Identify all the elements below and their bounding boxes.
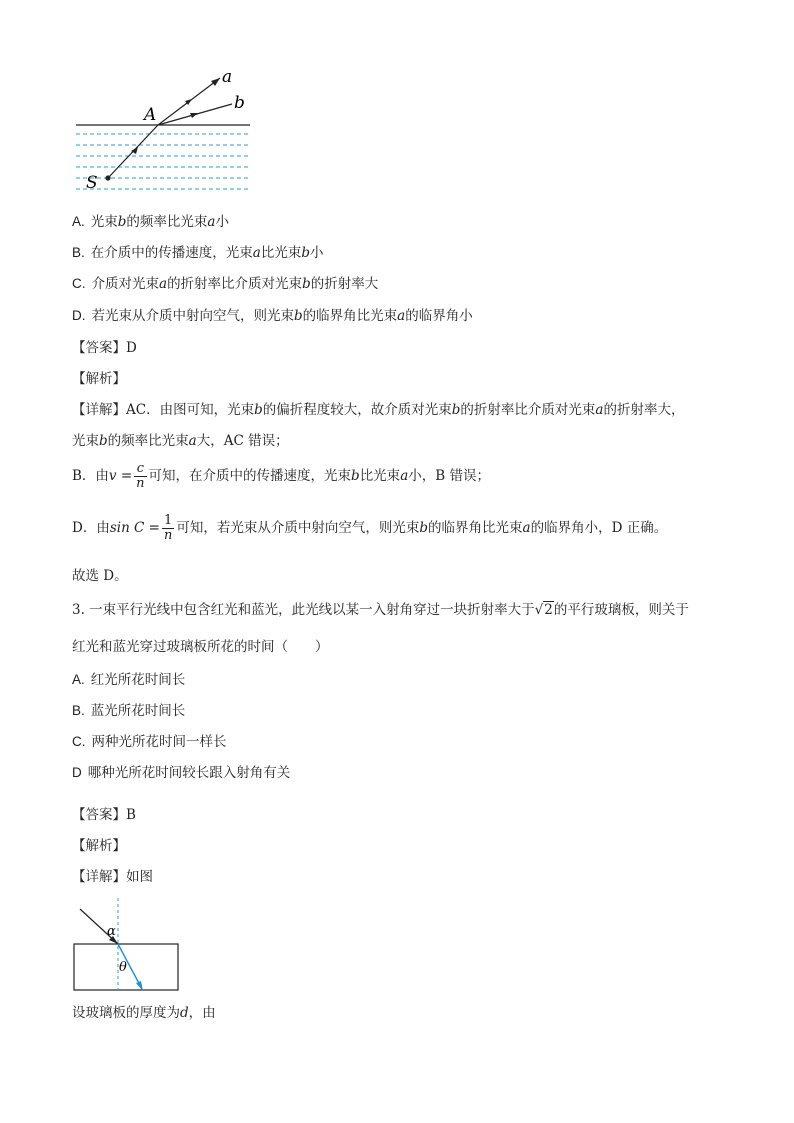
q2-detail-d: D．由sin C = $\frac{1}{n}$ 可知，若光束从介质中射向空气，则光束b的临界角比光束a的临界角小，D 正确。 bbox=[72, 513, 668, 543]
label-point-a: A bbox=[144, 105, 157, 125]
label-a: a bbox=[222, 68, 233, 87]
option-c: C. 介质对光束a的折射率比介质对光束b的折射率大 bbox=[72, 276, 379, 292]
q3-stem-line1: 3. 一束平行光线中包含红光和蓝光，此光线以某一入射角穿过一块折射率大于√2的平行玻璃板，则关于 bbox=[72, 602, 689, 618]
q3-detail: 【详解】如图 bbox=[72, 869, 153, 885]
option-d: D. 若光束从介质中射向空气，则光束b的临界角比光束a的临界角小 bbox=[72, 308, 473, 324]
q2-conclusion: 故选 D。 bbox=[72, 568, 128, 584]
option-b: B. 在介质中的传播速度，光束a比光束b小 bbox=[72, 245, 324, 261]
q3-option-a: A. 红光所花时间长 bbox=[72, 672, 186, 688]
q3-analysis-heading: 【解析】 bbox=[72, 838, 126, 854]
q2-detail-line2: 光束b的频率比光束a大，AC 错误； bbox=[72, 433, 289, 449]
q3-stem-line2: 红光和蓝光穿过玻璃板所花的时间（ ） bbox=[72, 639, 329, 655]
glass-plate-diagram bbox=[70, 895, 185, 995]
q3-answer: 【答案】B bbox=[72, 807, 136, 823]
label-s: S bbox=[86, 173, 98, 193]
q2-detail-b: B．由v = $\frac{c}{n}$ 可知，在介质中的传播速度，光束b比光束a小，B 错误； bbox=[72, 461, 490, 491]
option-a: A. 光束b的频率比光束a小 bbox=[72, 214, 229, 230]
q2-detail-line1: 【详解】AC．由图可知，光束b的偏折程度较大，故介质对光束b的折射率比介质对光束a的折射率大， bbox=[72, 402, 685, 418]
q3-option-c: C. 两种光所花时间一样长 bbox=[72, 734, 227, 750]
q2-answer: 【答案】D bbox=[72, 340, 137, 356]
refraction-diagram bbox=[70, 68, 260, 194]
label-alpha: α bbox=[107, 924, 116, 939]
label-b: b bbox=[234, 93, 245, 113]
q3-option-d: D 哪种光所花时间较长跟入射角有关 bbox=[72, 765, 291, 781]
q3-final-line: 设玻璃板的厚度为d，由 bbox=[72, 1005, 216, 1021]
q3-option-b: B. 蓝光所花时间长 bbox=[72, 703, 186, 719]
q2-analysis-heading: 【解析】 bbox=[72, 371, 126, 387]
label-theta: θ bbox=[119, 960, 127, 975]
